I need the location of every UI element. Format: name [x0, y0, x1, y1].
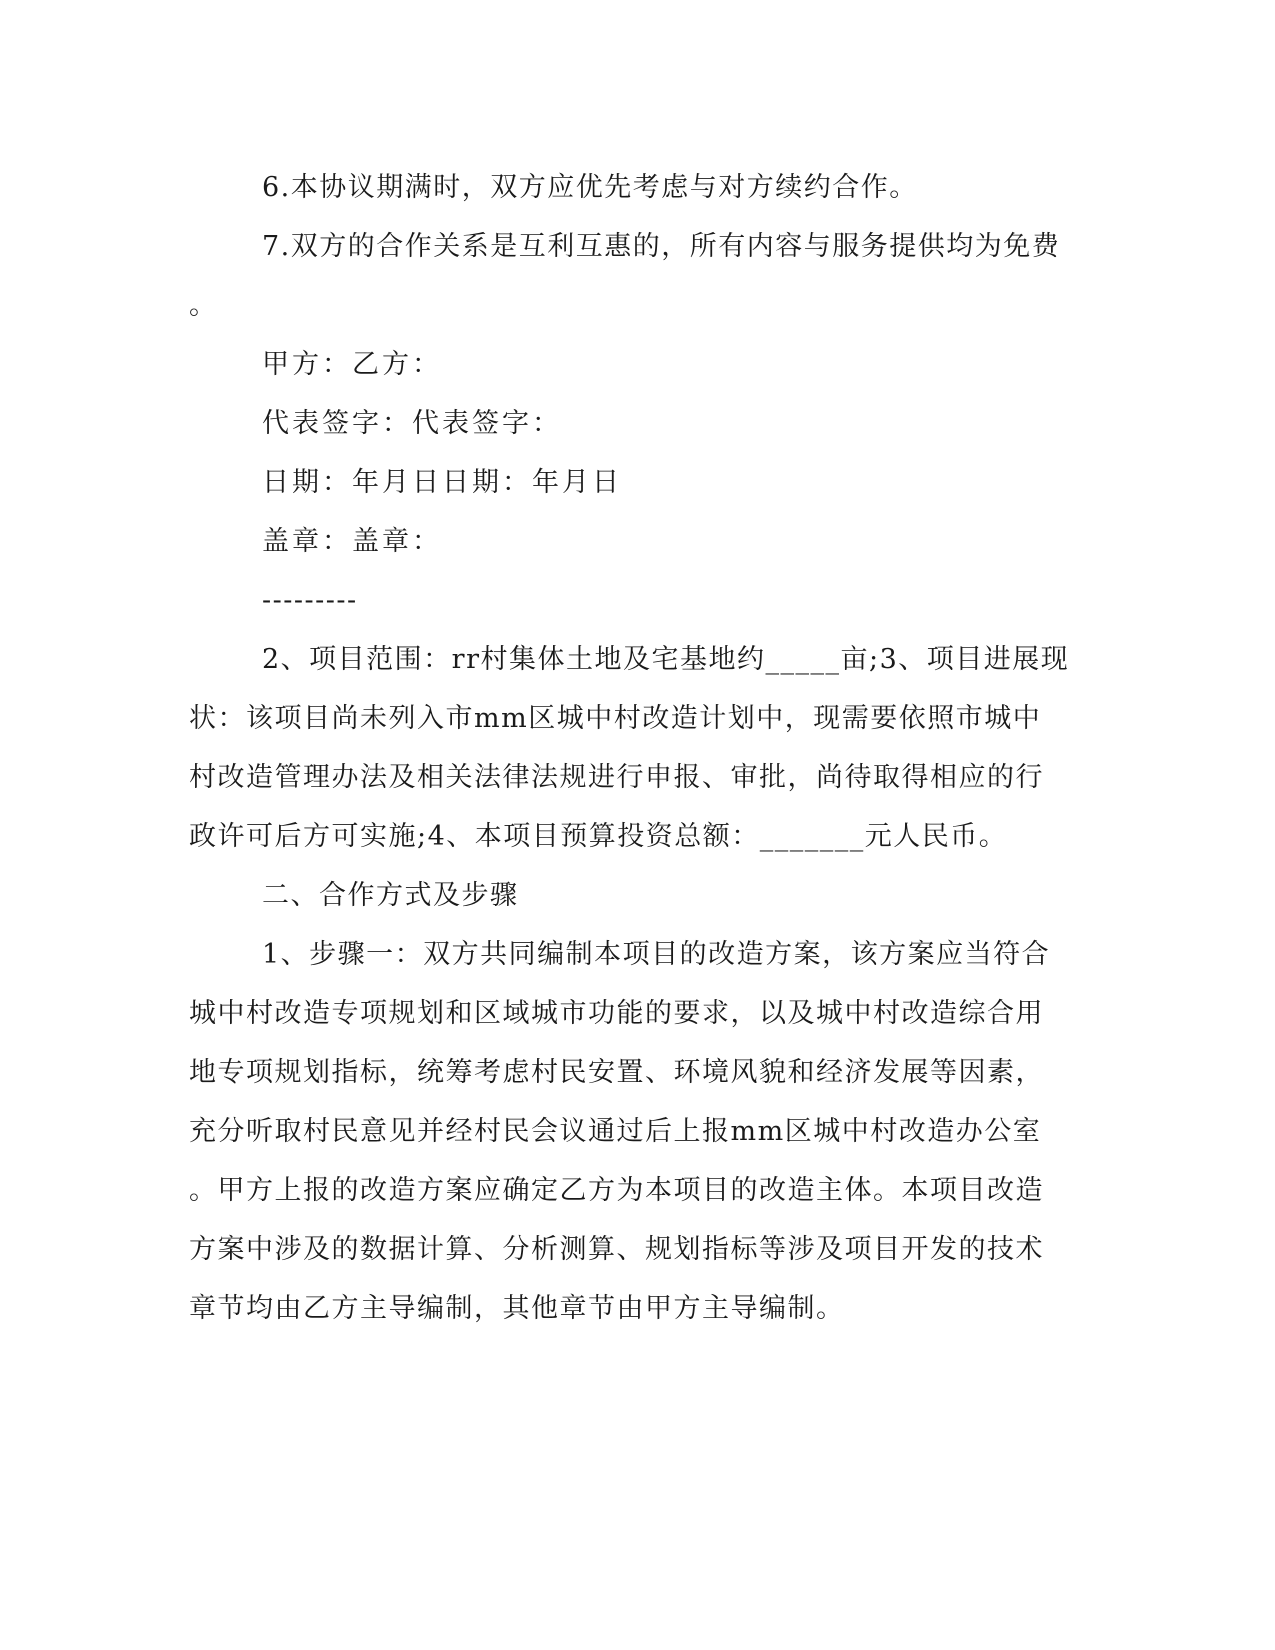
- clause-6-text: 6.本协议期满时，双方应优先考虑与对方续约合作。: [262, 172, 918, 203]
- step-one-line-5: 。甲方上报的改造方案应确定乙方为本项目的改造主体。本项目改造: [189, 1175, 1044, 1206]
- project-scope-line-1: 2、项目范围：rr村集体土地及宅基地约_____亩;3、项目进展现: [262, 644, 1070, 675]
- step-one-line-7: 章节均由乙方主导编制，其他章节由甲方主导编制。: [189, 1293, 845, 1324]
- section-divider: ---------: [262, 585, 358, 616]
- party-labels: 甲方：乙方：: [262, 349, 442, 380]
- project-scope-line-4: 政许可后方可实施;4、本项目预算投资总额：_______元人民币。: [189, 821, 1008, 852]
- project-scope-line-2: 状：该项目尚未列入市mm区城中村改造计划中，现需要依照市城中: [189, 703, 1042, 734]
- step-one-line-6: 方案中涉及的数据计算、分析测算、规划指标等涉及项目开发的技术: [189, 1234, 1044, 1265]
- section-heading: 二、合作方式及步骤: [262, 880, 519, 911]
- representative-signature-labels: 代表签字：代表签字：: [262, 408, 562, 439]
- step-one-line-3: 地专项规划指标，统筹考虑村民安置、环境风貌和经济发展等因素，: [189, 1057, 1044, 1088]
- seal-labels: 盖章：盖章：: [262, 526, 442, 557]
- project-scope-line-3: 村改造管理办法及相关法律法规进行申报、审批，尚待取得相应的行: [189, 762, 1044, 793]
- step-one-line-2: 城中村改造专项规划和区域城市功能的要求，以及城中村改造综合用: [189, 998, 1044, 1029]
- clause-7-continuation: 。: [189, 290, 218, 321]
- clause-7-text: 7.双方的合作关系是互利互惠的，所有内容与服务提供均为免费: [262, 231, 1061, 262]
- step-one-line-4: 充分听取村民意见并经村民会议通过后上报mm区城中村改造办公室: [189, 1116, 1042, 1147]
- date-labels: 日期：年月日日期：年月日: [262, 467, 622, 498]
- step-one-line-1: 1、步骤一：双方共同编制本项目的改造方案，该方案应当符合: [262, 939, 1051, 970]
